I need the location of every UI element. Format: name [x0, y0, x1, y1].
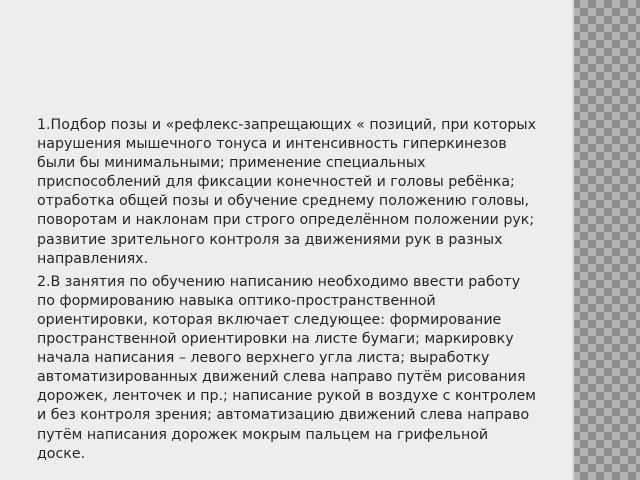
side-panel-edge [572, 0, 574, 480]
decorative-side-panel [572, 0, 640, 480]
paragraph-1: 1.Подбор позы и «рефлекс-запрещающих « позиций, при которых нарушения мышечного тонуса и интенсивность гиперкинезов были бы минимальными; применение специальных приспособлений для фиксации конечностей и головы ребёнка; отработка общей позы и обучение среднему положению головы, поворотам и наклонам при строго определённом положении рук; развитие зрительного контроля за движениями рук в разных направлениях. [37, 117, 536, 267]
paragraph-2: 2.В занятия по обучению написанию необходимо ввести работу по формированию навыка оптико-пространственной ориентировки, которая включает следующее: формирование пространственной ориентировки на листе бумаги; маркировку начала написания – левого верхнего угла листа; выработку автоматизированных движений слева направо путём рисования дорожек, ленточек и пр.; написание рукой в воздухе с контролем и без контроля зрения; автоматизацию движений слева направо путём написания дорожек мокрым пальцем на грифельной доске. [37, 273, 536, 462]
slide-text [37, 116, 537, 468]
